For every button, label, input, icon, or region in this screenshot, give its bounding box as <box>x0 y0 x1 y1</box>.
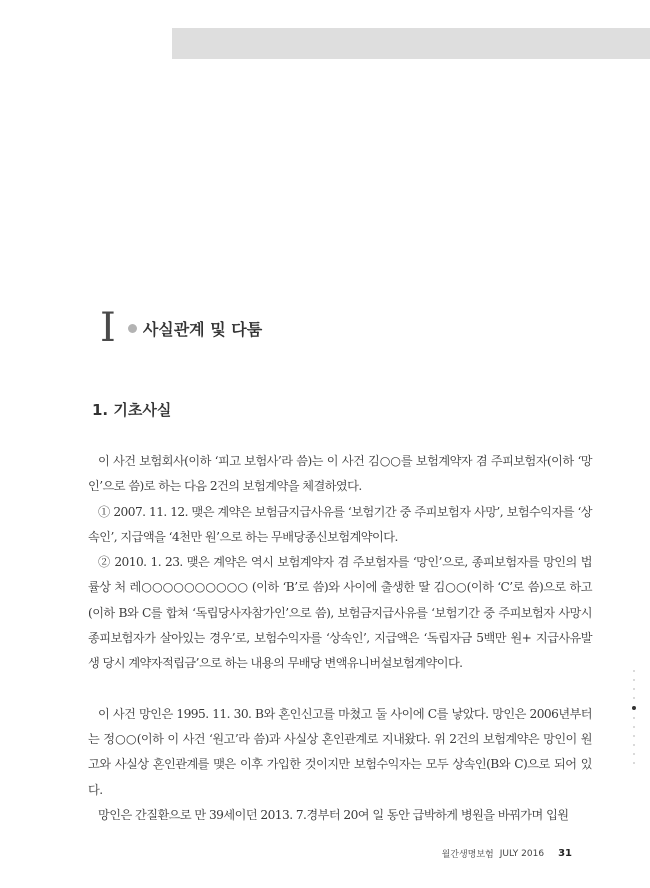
page-dot-icon <box>633 735 635 737</box>
paragraph: 이 사건 보험회사(이하 ‘피고 보험사’라 씀)는 이 사건 김○○를 보험계약자 겸 주피보험자(이하 ‘망인’으로 씀)로 하는 다음 2건의 보험계약을 체결하였다. <box>88 454 592 494</box>
page-dot-icon <box>633 726 635 728</box>
page-dot-icon <box>633 670 635 672</box>
issue-date: JULY 2016 <box>499 848 545 859</box>
subsection-title: 1. 기초사실 <box>92 401 172 419</box>
magazine-name: 월간생명보험 <box>441 850 494 860</box>
paragraph: ① 2007. 11. 12. 맺은 계약은 보험금지급사유를 ‘보험기간 중 주피보험자 사망’, 보험수익자를 ‘상속인’, 지급액을 ‘4천만 원’으로 하는 무배당종신보험계약이다. <box>88 504 592 544</box>
page-dot-icon <box>633 744 635 746</box>
page-dot-icon <box>633 762 635 764</box>
page-number: 31 <box>558 848 572 859</box>
page-dot-icon <box>633 688 635 690</box>
paragraph: 망인은 간질환으로 만 39세이던 2013. 7.경부터 20여 일 동안 급박하게 병원을 바꿔가며 입원 <box>98 807 569 822</box>
bullet-dot-icon <box>128 324 137 333</box>
paragraph: 이 사건 망인은 1995. 11. 30. B와 혼인신고를 마쳤고 둘 사이에 C를 낳았다. 망인은 2006년부터는 정○○(이하 이 사건 ‘원고’라 씀)과 사실상 혼인관계로 지내왔다. 위 2건의 보험계약은 망인이 원고와 사실상 혼인관계를 맺은 이후 가입한 것이지만 보험수익자는 모두 상속인(B와 C)으로 되어 있다. <box>88 706 592 797</box>
body-text <box>88 449 592 828</box>
page-footer <box>442 847 572 860</box>
section-number: I <box>100 305 116 351</box>
page-dot-active-icon <box>632 706 636 710</box>
page-dot-icon <box>633 717 635 719</box>
paragraph: ② 2010. 1. 23. 맺은 계약은 역시 보험계약자 겸 주보험자를 ‘망인’으로, 종피보험자를 망인의 법률상 처 레○○○○○○○○○○ (이하 ‘B’로 씀)와 사이에 출생한 딸 김○○(이하 ‘C’로 씀)으로 하고(이하 B와 C를 합쳐 ‘독립당사자참가인’으로 씀), 보험금지급사유를 ‘보험기간 중 주피보험자 사망시 종피보험자가 살아있는 경우’로, 보험수익자를 ‘상속인’, 지급액은 ‘독립자금 5백만 원+ 지급사유발생 당시 계약자적립금’으로 하는 내용의 무배당 변액유니버설보험계약이다. <box>88 555 592 671</box>
section-heading <box>100 305 263 351</box>
section-title: 사실관계 및 다툼 <box>142 319 263 339</box>
header-bar <box>172 28 650 59</box>
page-dot-icon <box>633 679 635 681</box>
page-dot-icon <box>633 697 635 699</box>
page-indicator <box>631 670 637 771</box>
page-dot-icon <box>633 753 635 755</box>
